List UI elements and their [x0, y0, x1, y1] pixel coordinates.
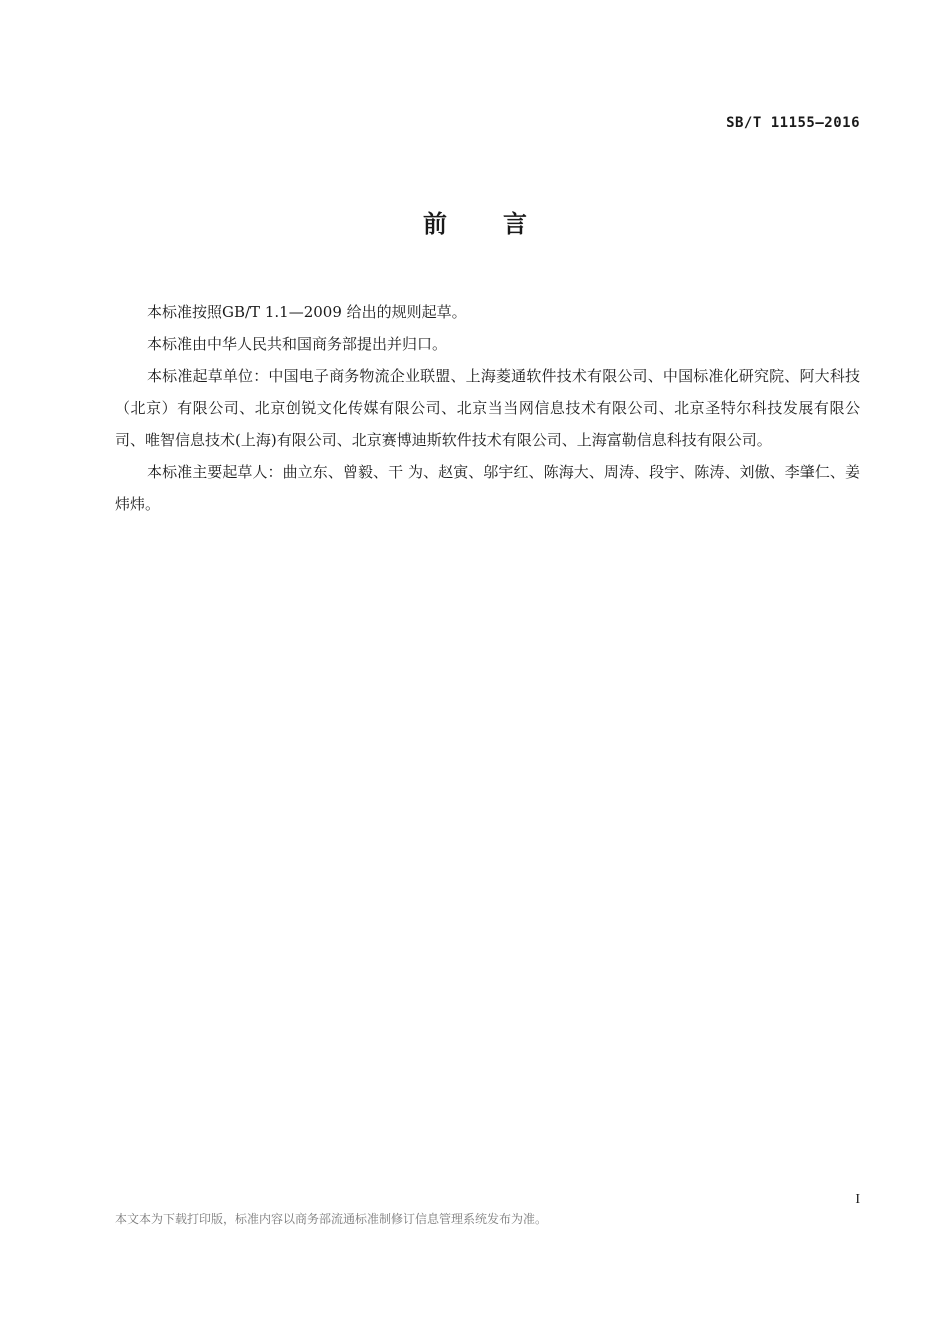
- footer-note: 本文本为下载打印版，标准内容以商务部流通标准制修订信息管理系统发布为准。: [115, 1212, 548, 1226]
- paragraph-drafting-rules: 本标准按照GB/T 1.1—2009 给出的规则起草。: [147, 303, 467, 321]
- paragraph-drafting-units: 本标准起草单位：中国电子商务物流企业联盟、上海菱通软件技术有限公司、中国标准化研究院、阿大科技（北京）有限公司、北京创锐文化传媒有限公司、北京当当网信息技术有限公司、北京圣特尔科技发展有限公司、唯智信息技术(上海)有限公司、北京赛博迪斯软件技术有限公司、上海富勒信息科技有限公司。: [115, 367, 860, 449]
- paragraph-proposer: 本标准由中华人民共和国商务部提出并归口。: [147, 335, 448, 353]
- page-title: [0, 204, 950, 239]
- paragraph-drafters: 本标准主要起草人：曲立东、曾毅、干 为、赵寅、邬宇红、陈海大、周涛、段宇、陈涛、刘傲、李肇仁、姜炜炜。: [115, 463, 860, 513]
- title-char-1: 前: [423, 210, 447, 238]
- title-char-2: 言: [503, 210, 527, 238]
- standard-code: SB/T 11155—2016: [726, 115, 860, 131]
- page-number: I: [855, 1192, 860, 1207]
- preface-body: [115, 296, 860, 520]
